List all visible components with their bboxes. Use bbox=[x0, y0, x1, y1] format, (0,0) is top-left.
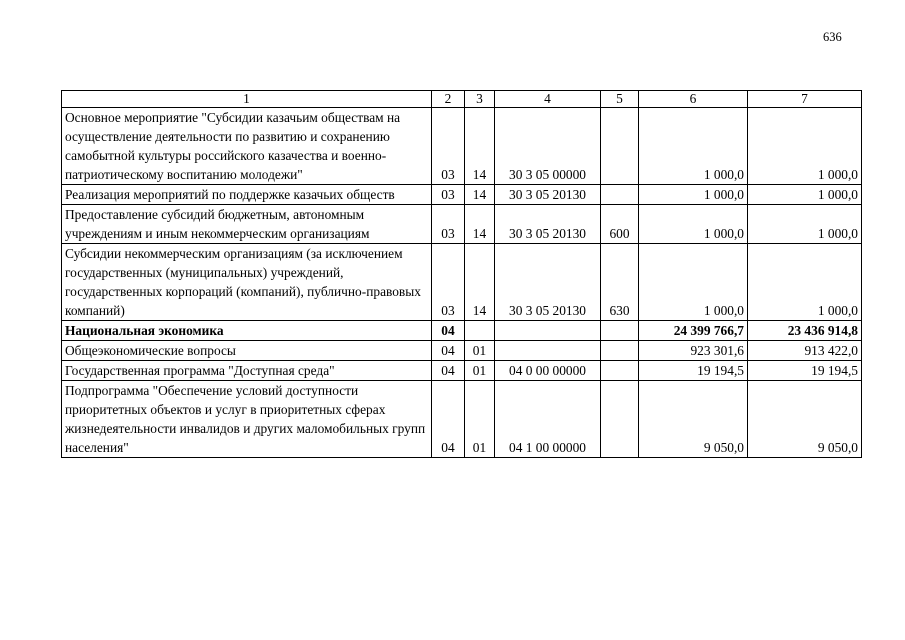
row-amount-1: 24 399 766,7 bbox=[639, 321, 748, 341]
row-section: 03 bbox=[432, 205, 465, 244]
row-section: 04 bbox=[432, 341, 465, 361]
row-subsection: 01 bbox=[465, 361, 495, 381]
row-expense-type bbox=[601, 341, 639, 361]
row-name: Национальная экономика bbox=[62, 321, 432, 341]
row-target-article: 04 0 00 00000 bbox=[495, 361, 601, 381]
row-section: 03 bbox=[432, 185, 465, 205]
row-amount-1: 9 050,0 bbox=[639, 381, 748, 458]
row-section: 03 bbox=[432, 244, 465, 321]
header-col-7: 7 bbox=[748, 91, 862, 108]
row-amount-2: 1 000,0 bbox=[748, 205, 862, 244]
row-expense-type bbox=[601, 185, 639, 205]
row-amount-2: 1 000,0 bbox=[748, 108, 862, 185]
row-amount-1: 19 194,5 bbox=[639, 361, 748, 381]
header-col-6: 6 bbox=[639, 91, 748, 108]
row-amount-2: 19 194,5 bbox=[748, 361, 862, 381]
header-col-2: 2 bbox=[432, 91, 465, 108]
row-amount-2: 913 422,0 bbox=[748, 341, 862, 361]
table-row bbox=[62, 381, 862, 458]
table-row bbox=[62, 244, 862, 321]
row-expense-type bbox=[601, 108, 639, 185]
budget-table bbox=[61, 90, 862, 458]
row-name: Основное мероприятие "Субсидии казачьим обществам на осуществление деятельности по развитию и сохранению самобытной культуры российского казачества и военно-патриотическому воспитанию молодежи" bbox=[62, 108, 432, 185]
row-name: Субсидии некоммерческим организациям (за исключением государственных (муниципальных) учреждений, государственных корпораций (компаний), публично-правовых компаний) bbox=[62, 244, 432, 321]
row-subsection: 14 bbox=[465, 244, 495, 321]
row-expense-type: 630 bbox=[601, 244, 639, 321]
header-col-4: 4 bbox=[495, 91, 601, 108]
table-row bbox=[62, 185, 862, 205]
row-target-article: 30 3 05 20130 bbox=[495, 205, 601, 244]
row-subsection: 01 bbox=[465, 381, 495, 458]
row-section: 04 bbox=[432, 321, 465, 341]
table-row bbox=[62, 321, 862, 341]
row-amount-1: 1 000,0 bbox=[639, 185, 748, 205]
row-amount-1: 1 000,0 bbox=[639, 244, 748, 321]
row-amount-1: 1 000,0 bbox=[639, 205, 748, 244]
row-target-article: 30 3 05 20130 bbox=[495, 244, 601, 321]
row-subsection: 14 bbox=[465, 205, 495, 244]
table-row bbox=[62, 108, 862, 185]
row-target-article: 04 1 00 00000 bbox=[495, 381, 601, 458]
page-number: 636 bbox=[823, 30, 842, 44]
header-col-3: 3 bbox=[465, 91, 495, 108]
header-col-1: 1 bbox=[62, 91, 432, 108]
row-name: Государственная программа "Доступная среда" bbox=[62, 361, 432, 381]
row-name: Предоставление субсидий бюджетным, автономным учреждениям и иным некоммерческим организациям bbox=[62, 205, 432, 244]
row-expense-type: 600 bbox=[601, 205, 639, 244]
header-row bbox=[62, 91, 862, 108]
row-target-article bbox=[495, 341, 601, 361]
row-target-article bbox=[495, 321, 601, 341]
row-expense-type bbox=[601, 361, 639, 381]
row-amount-2: 9 050,0 bbox=[748, 381, 862, 458]
row-amount-2: 23 436 914,8 bbox=[748, 321, 862, 341]
row-section: 03 bbox=[432, 108, 465, 185]
row-subsection: 14 bbox=[465, 108, 495, 185]
table-row bbox=[62, 341, 862, 361]
row-amount-2: 1 000,0 bbox=[748, 185, 862, 205]
row-section: 04 bbox=[432, 361, 465, 381]
row-amount-1: 1 000,0 bbox=[639, 108, 748, 185]
row-expense-type bbox=[601, 321, 639, 341]
header-col-5: 5 bbox=[601, 91, 639, 108]
row-name: Общеэкономические вопросы bbox=[62, 341, 432, 361]
row-target-article: 30 3 05 00000 bbox=[495, 108, 601, 185]
row-subsection: 14 bbox=[465, 185, 495, 205]
row-amount-1: 923 301,6 bbox=[639, 341, 748, 361]
row-section: 04 bbox=[432, 381, 465, 458]
row-subsection: 01 bbox=[465, 341, 495, 361]
table-row bbox=[62, 361, 862, 381]
table-row bbox=[62, 205, 862, 244]
row-name: Подпрограмма "Обеспечение условий доступности приоритетных объектов и услуг в приоритетных сферах жизнедеятельности инвалидов и других маломобильных групп населения" bbox=[62, 381, 432, 458]
row-name: Реализация мероприятий по поддержке казачьих обществ bbox=[62, 185, 432, 205]
row-target-article: 30 3 05 20130 bbox=[495, 185, 601, 205]
row-amount-2: 1 000,0 bbox=[748, 244, 862, 321]
row-expense-type bbox=[601, 381, 639, 458]
row-subsection bbox=[465, 321, 495, 341]
